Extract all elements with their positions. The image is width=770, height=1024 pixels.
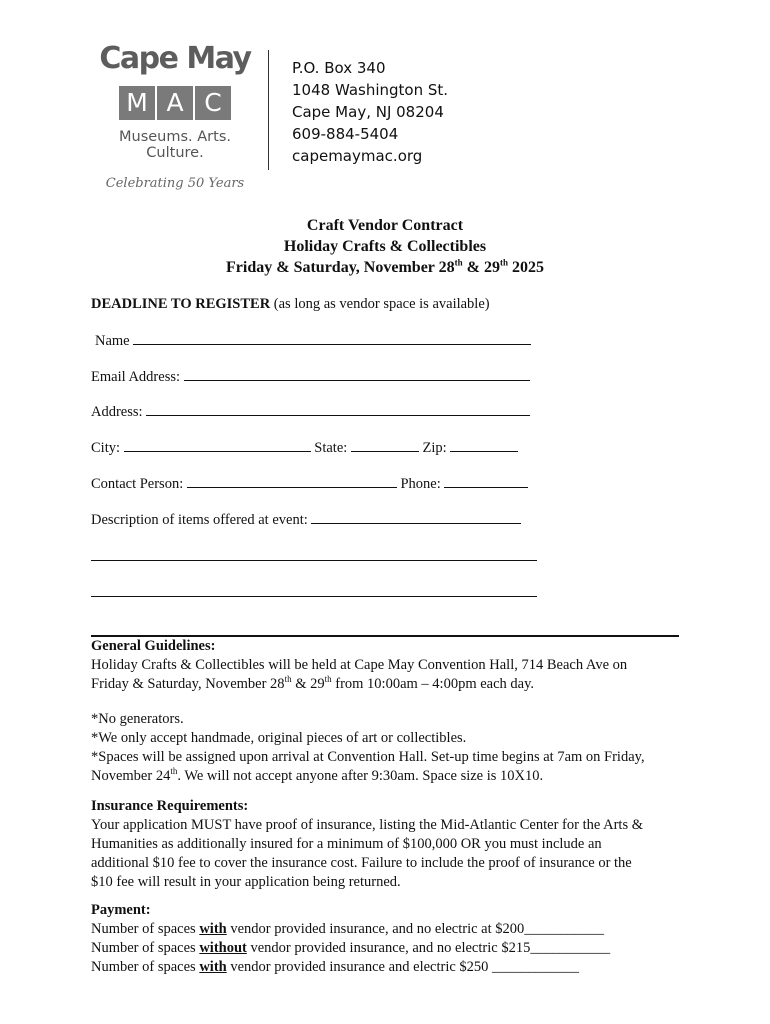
description-field-line-3[interactable] [91, 584, 537, 597]
logo-letter-c: C [195, 86, 231, 120]
address-line-website: capemaymac.org [292, 147, 423, 165]
address-line: 1048 Washington St. [292, 81, 449, 99]
address-line: 609-884-5404 [292, 125, 399, 143]
description-extra-line-1 [91, 548, 537, 566]
insurance-heading: Insurance Requirements: [91, 798, 249, 814]
address-row [91, 403, 530, 421]
payment-section [91, 901, 691, 977]
title-line-3: Friday & Saturday, November 28th & 29th 2025 [226, 257, 544, 276]
email-field[interactable] [184, 368, 530, 381]
email-row [91, 368, 530, 386]
state-field[interactable] [351, 439, 419, 452]
name-label: Name [95, 333, 130, 349]
email-label: Email Address: [91, 369, 181, 385]
letterhead-address [292, 57, 448, 167]
name-row [95, 332, 531, 350]
contact-person-field[interactable] [187, 475, 397, 488]
state-label: State: [314, 440, 348, 456]
insurance-line: $10 fee will result in your application being returned. [91, 874, 401, 890]
name-field[interactable] [133, 332, 531, 345]
logo-name: Cape May [99, 41, 251, 76]
rule-handmade: *We only accept handmade, original pieces of art or collectibles. [91, 730, 467, 746]
payment-option-insured-no-electric[interactable]: Number of spaces with vendor provided insurance, and no electric at $200___________ [91, 921, 605, 937]
city-state-zip-row [91, 439, 518, 457]
rule-setup: *Spaces will be assigned upon arrival at Convention Hall. Set-up time begins at 7am on Friday, November 24th. We will not accept anyone after 9:30am. Space size is 10X10. [91, 749, 645, 784]
cape-may-mac-logo [90, 42, 260, 191]
address-line: Cape May, NJ 08204 [292, 103, 444, 121]
insurance-line: Humanities as additionally insured for a minimum of $100,000 OR you must include an [91, 836, 602, 852]
guidelines-text: Holiday Crafts & Collectibles will be held at Cape May Convention Hall, 714 Beach Ave on Friday & Saturday, November 28th & 29th from 10:00am – 4:00pm each day. [91, 657, 628, 692]
description-extra-line-2 [91, 584, 537, 602]
logo-letter-m: M [119, 86, 155, 120]
payment-option-insured-electric[interactable]: Number of spaces with vendor provided insurance and electric $250 ____________ [91, 959, 580, 975]
title-line-1: Craft Vendor Contract [306, 217, 464, 234]
phone-field[interactable] [444, 475, 528, 488]
address-field[interactable] [146, 403, 530, 416]
logo-mac-blocks [90, 86, 260, 120]
insurance-line: additional $10 fee to cover the insurance cost. Failure to include the proof of insurance or the [91, 855, 632, 871]
zip-field[interactable] [450, 439, 518, 452]
description-row [91, 511, 521, 529]
general-guidelines [91, 637, 691, 694]
logo-tagline: Museums. Arts. Culture. [119, 129, 231, 161]
deadline-note: (as long as vendor space is available) [270, 296, 490, 312]
address-label: Address: [91, 404, 143, 420]
description-label: Description of items offered at event: [91, 512, 308, 528]
description-field[interactable] [311, 511, 521, 524]
contact-phone-row [91, 475, 528, 493]
insurance-requirements [91, 797, 691, 892]
contact-person-label: Contact Person: [91, 476, 184, 492]
logo-celebrating: Celebrating 50 Years [105, 176, 245, 191]
logo-letter-a: A [157, 86, 193, 120]
deadline-notice [91, 296, 490, 313]
phone-label: Phone: [400, 476, 441, 492]
payment-heading: Payment: [91, 902, 151, 918]
zip-label: Zip: [422, 440, 447, 456]
guidelines-heading: General Guidelines: [91, 638, 216, 654]
insurance-line: Your application MUST have proof of insurance, listing the Mid-Atlantic Center for the Arts & [91, 817, 643, 833]
city-label: City: [91, 440, 121, 456]
description-field-line-2[interactable] [91, 548, 537, 561]
document-title [0, 215, 770, 278]
vendor-rules [91, 710, 691, 786]
title-line-2: Holiday Crafts & Collectibles [283, 238, 487, 255]
letterhead-divider [268, 50, 269, 170]
city-field[interactable] [124, 439, 311, 452]
payment-option-uninsured-no-electric[interactable]: Number of spaces without vendor provided insurance, and no electric $215___________ [91, 940, 611, 956]
deadline-label: DEADLINE TO REGISTER [91, 296, 271, 312]
address-line: P.O. Box 340 [292, 59, 386, 77]
rule-no-generators: *No generators. [91, 711, 184, 727]
